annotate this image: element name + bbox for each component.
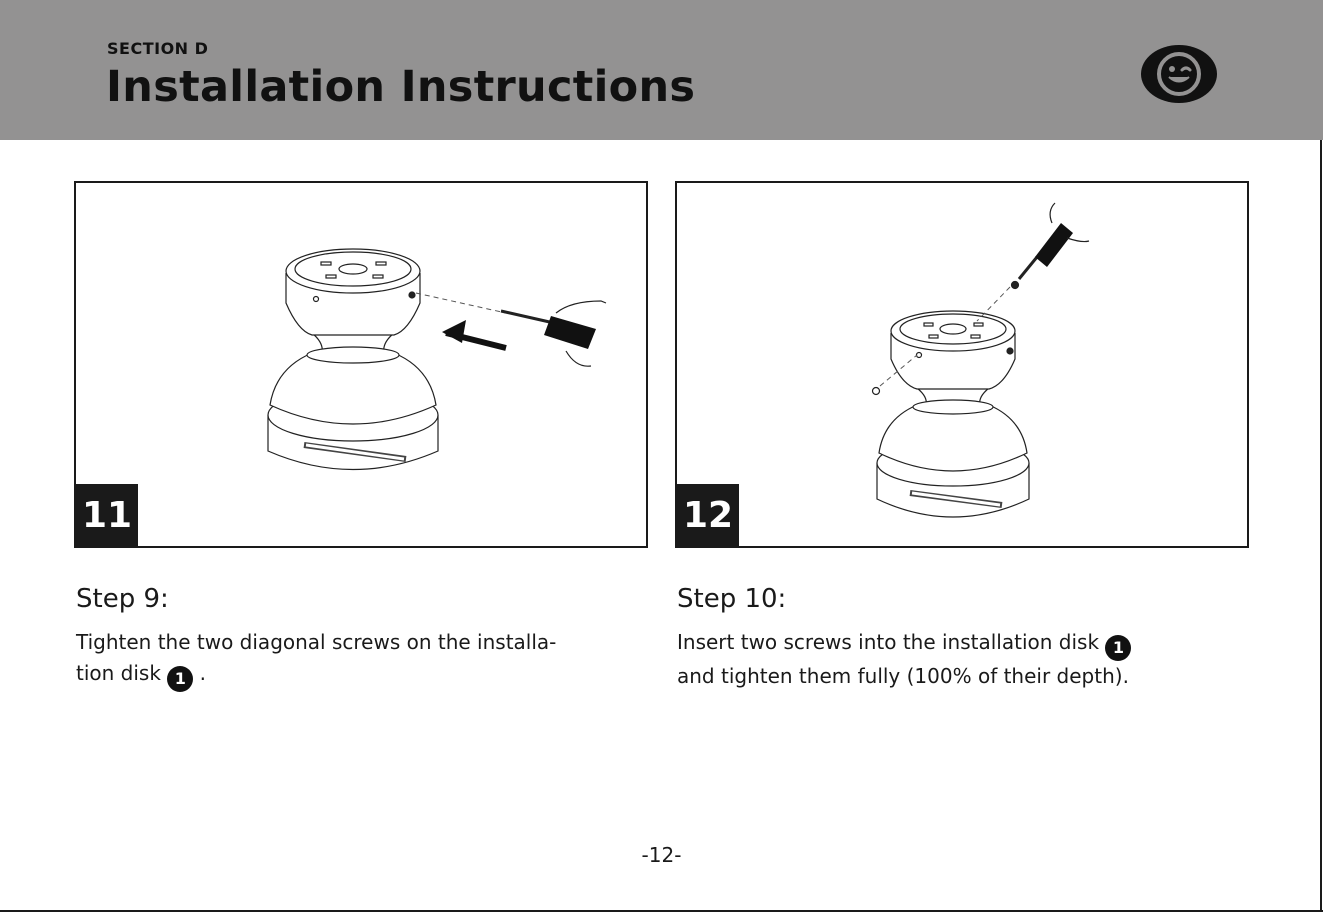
installation-disk-illustration [677,183,1247,546]
step-number-badge: 12 [677,484,739,546]
step-text-line: and tighten them fully (100% of their depth). [677,664,1129,688]
illustration-panel-12 [675,181,1249,548]
step-instructions [76,627,656,692]
part-number-badge: 1 [167,666,193,692]
step-text-line: tion disk [76,661,161,685]
header-bar [0,0,1323,140]
footer-divider [0,910,1323,912]
page-title: Installation Instructions [106,62,696,112]
page-edge-divider [1320,140,1322,910]
step-number-badge: 11 [76,484,138,546]
illustration-panel-11 [74,181,648,548]
page-number: -12- [641,843,682,867]
step-text-line: Tighten the two diagonal screws on the installa- [76,630,557,654]
step-text-line: Insert two screws into the installation disk [677,630,1100,654]
step-title: Step 10: [677,584,787,614]
step-instructions [677,627,1257,692]
part-number-badge: 1 [1105,635,1131,661]
winking-face-icon [1140,44,1218,104]
step-title: Step 9: [76,584,169,614]
section-label: SECTION D [107,39,209,58]
installation-disk-illustration [76,183,646,546]
step-text-line: . [199,661,206,685]
